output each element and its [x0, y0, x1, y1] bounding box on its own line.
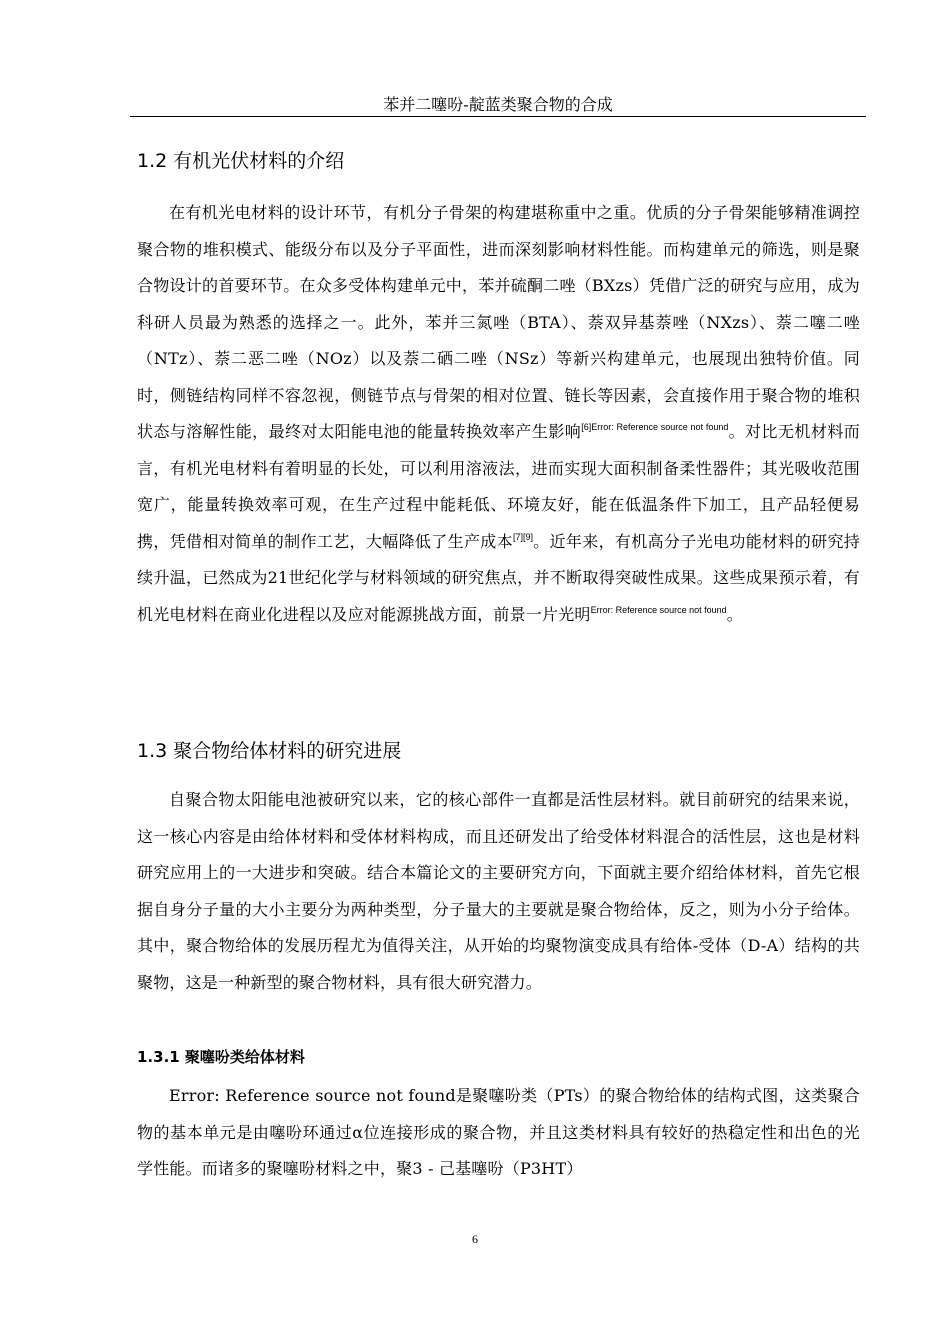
section-1-2-paragraph — [137, 195, 860, 633]
section-1-3-paragraph: 自聚合物太阳能电池被研究以来，它的核心部件一直都是活性层材料。就目前研究的结果来说，这一核心内容是由给体材料和受体材料构成，而且还研发出了给受体材料混合的活性层，这也是材料研究应用上的一大进步和突破。结合本篇论文的主要研究方向，下面就主要介绍给体材料，首先它根据自身分子量的大小主要分为两种类型，分子量大的主要就是聚合物给体，反之，则为小分子给体。其中，聚合物给体的发展历程尤为值得关注，从开始的均聚物演变成具有给体-受体（D-A）结构的共聚物，这是一种新型的聚合物材料，具有很大研究潜力。 — [137, 790, 860, 992]
section-heading-1-3: 1.3 聚合物给体材料的研究进展 — [137, 740, 402, 762]
running-header: 苯并二噻吩-靛蓝类聚合物的合成 — [383, 95, 613, 114]
citation-ref: [7][9] — [513, 531, 534, 542]
paragraph-text: 在有机光电材料的设计环节，有机分子骨架的构建堪称重中之重。优质的分子骨架能够精准调控聚合物的堆积模式、能级分布以及分子平面性，进而深刻影响材料性能。而构建单元的筛选，则是聚合物设计的首要环节。在众多受体构建单元中，苯并硫酮二唑（BXzs）凭借广泛的研究与应用，成为科研人员最为熟悉的选择之一。此外，苯并三氮唑（BTA）、萘双异基萘唑（NXzs）、萘二噻二唑（NTz）、萘二恶二唑（NOz）以及萘二硒二唑（NSz）等新兴构建单元，也展现出独特价值。同时，侧链结构同样不容忽视，侧链节点与骨架的相对位置、链长等因素，会直接作用于聚合物的堆积状态与溶解性能，最终对太阳能电池的能量转换效率产生影响 — [137, 203, 860, 441]
citation-ref: [6]Error: Reference source not found — [581, 422, 729, 432]
paragraph-text: 。 — [726, 604, 743, 624]
citation-ref: Error: Reference source not found — [590, 604, 727, 615]
section-1-3-1-paragraph: Error: Reference source not found是聚噻吩类（PTs）的聚合物给体的结构式图，这类聚合物的基本单元是由噻吩环通过α位连接形成的聚合物，并且这类材料具有较好的热稳定性和出色的光学性能。而诸多的聚噻吩材料之中，聚3 - 己基噻吩（P3HT） — [137, 1086, 860, 1178]
page-number: 6 — [472, 1232, 478, 1246]
section-heading-1-2: 1.2 有机光伏材料的介绍 — [137, 150, 345, 172]
header-rule — [130, 116, 866, 117]
paragraph-text: 。对比无机材料而言，有机光电材料有着明显的长处，可以利用溶液法，进而实现大面积制备柔性器件；其光吸收范围宽广，能量转换效率可观，在生产过程中能耗低、环境友好，能在低温条件下加工，且产品轻便易携，凭借相对简单的制作工艺，大幅降低了生产成本 — [137, 422, 860, 551]
subsection-heading-1-3-1: 1.3.1 聚噻吩类给体材料 — [137, 1048, 305, 1066]
paragraph-text: 。近年来，有机高分子光电功能材料的研究持续升温，已然成为21世纪化学与材料领域的研究焦点，并不断取得突破性成果。这些成果预示着，有机光电材料在商业化进程以及应对能源挑战方面，前景一片光明 — [137, 531, 860, 624]
